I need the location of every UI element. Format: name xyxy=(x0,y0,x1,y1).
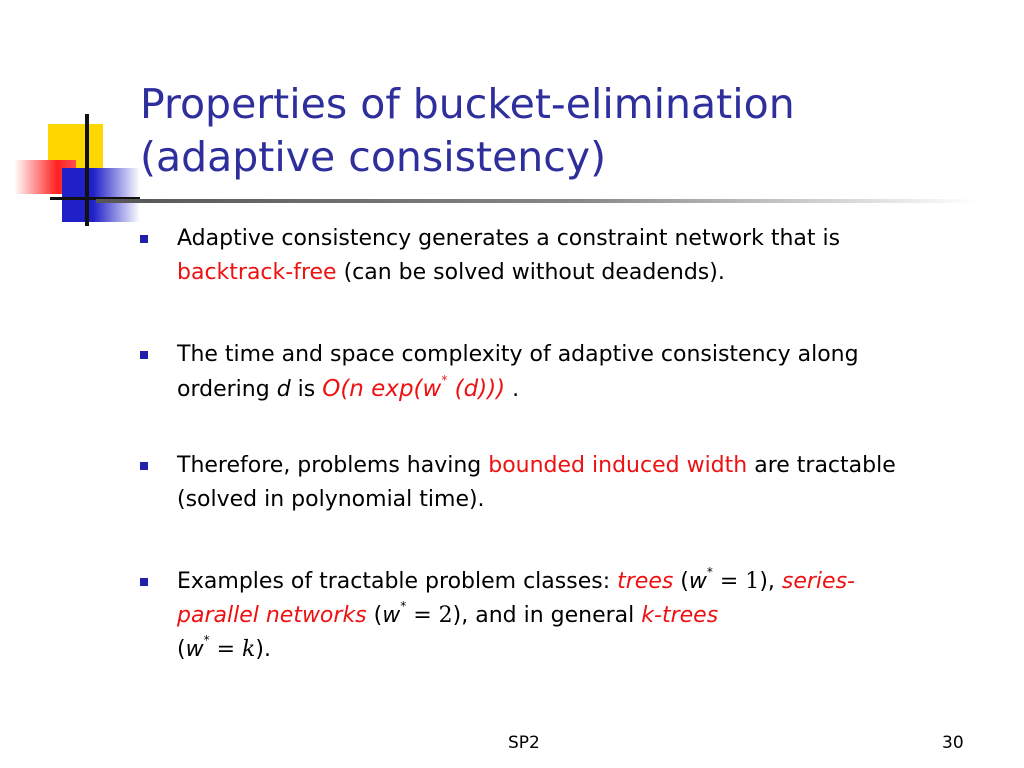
highlight-backtrack-free: backtrack-free xyxy=(177,260,337,285)
bullet-text: Adaptive consistency generates a constraint network that is xyxy=(177,226,841,251)
math-star: * xyxy=(706,565,713,579)
bullet-text: . xyxy=(505,377,520,402)
page-number: 30 xyxy=(942,733,964,753)
bullet-adaptive-consistency xyxy=(140,222,920,290)
formula-star: * xyxy=(441,373,448,387)
formula-part: (d))) xyxy=(447,376,506,402)
bullet-square-icon xyxy=(140,235,148,243)
highlight-k-trees: k-trees xyxy=(641,603,719,628)
title-underline xyxy=(96,199,976,203)
math-equals-1: = 1 xyxy=(712,569,760,594)
math-equals-2: = 2 xyxy=(406,603,453,628)
bullet-tractable-examples: Examples of tractable problem classes: trees (w* = 1), series-parallel networks (w* = 2), and in general k-trees (w* = k). xyxy=(140,565,920,667)
bullet-square-icon xyxy=(140,462,148,470)
title-line-1: Properties of bucket-elimination xyxy=(140,80,795,128)
math-star: * xyxy=(400,599,407,613)
math-equals-k: = k xyxy=(209,637,256,662)
bullet-text: are tractable (solved in polynomial time). xyxy=(177,453,896,512)
bullet-text: (can be solved without deadends). xyxy=(336,260,725,285)
logo-blue-square xyxy=(62,168,140,222)
highlight-trees: trees xyxy=(617,569,674,594)
bullet-square-icon xyxy=(140,578,148,586)
bullet-text: The time and space complexity of adaptive consistency along ordering xyxy=(177,342,859,402)
footer-label: SP2 xyxy=(508,733,540,753)
logo-vertical-line xyxy=(85,114,89,226)
bullet-text: Therefore, problems having xyxy=(177,453,489,478)
highlight-bounded-induced-width: bounded induced width xyxy=(488,453,748,478)
bullet-text: ). xyxy=(255,637,271,662)
math-star: * xyxy=(203,633,210,647)
bullet-bounded-width xyxy=(140,449,920,517)
math-w: w xyxy=(688,569,707,594)
math-w: w xyxy=(185,637,204,662)
bullet-text: is xyxy=(290,377,323,402)
bullet-text: ), and in general xyxy=(452,603,642,628)
bullet-complexity xyxy=(140,338,920,407)
title-line-2: (adaptive consistency) xyxy=(140,133,607,181)
bullet-list xyxy=(140,222,920,667)
bullet-square-icon xyxy=(140,351,148,359)
bullet-text: Examples of tractable problem classes: xyxy=(177,569,618,594)
math-w: w xyxy=(382,603,401,628)
formula-part: O(n exp(w xyxy=(322,376,442,402)
ordering-variable: d xyxy=(276,377,291,402)
highlight-series-parallel: series-parallel networks xyxy=(177,569,855,628)
slide-title xyxy=(140,78,1000,184)
slide-logo-decoration xyxy=(0,100,140,230)
complexity-formula xyxy=(322,373,506,402)
